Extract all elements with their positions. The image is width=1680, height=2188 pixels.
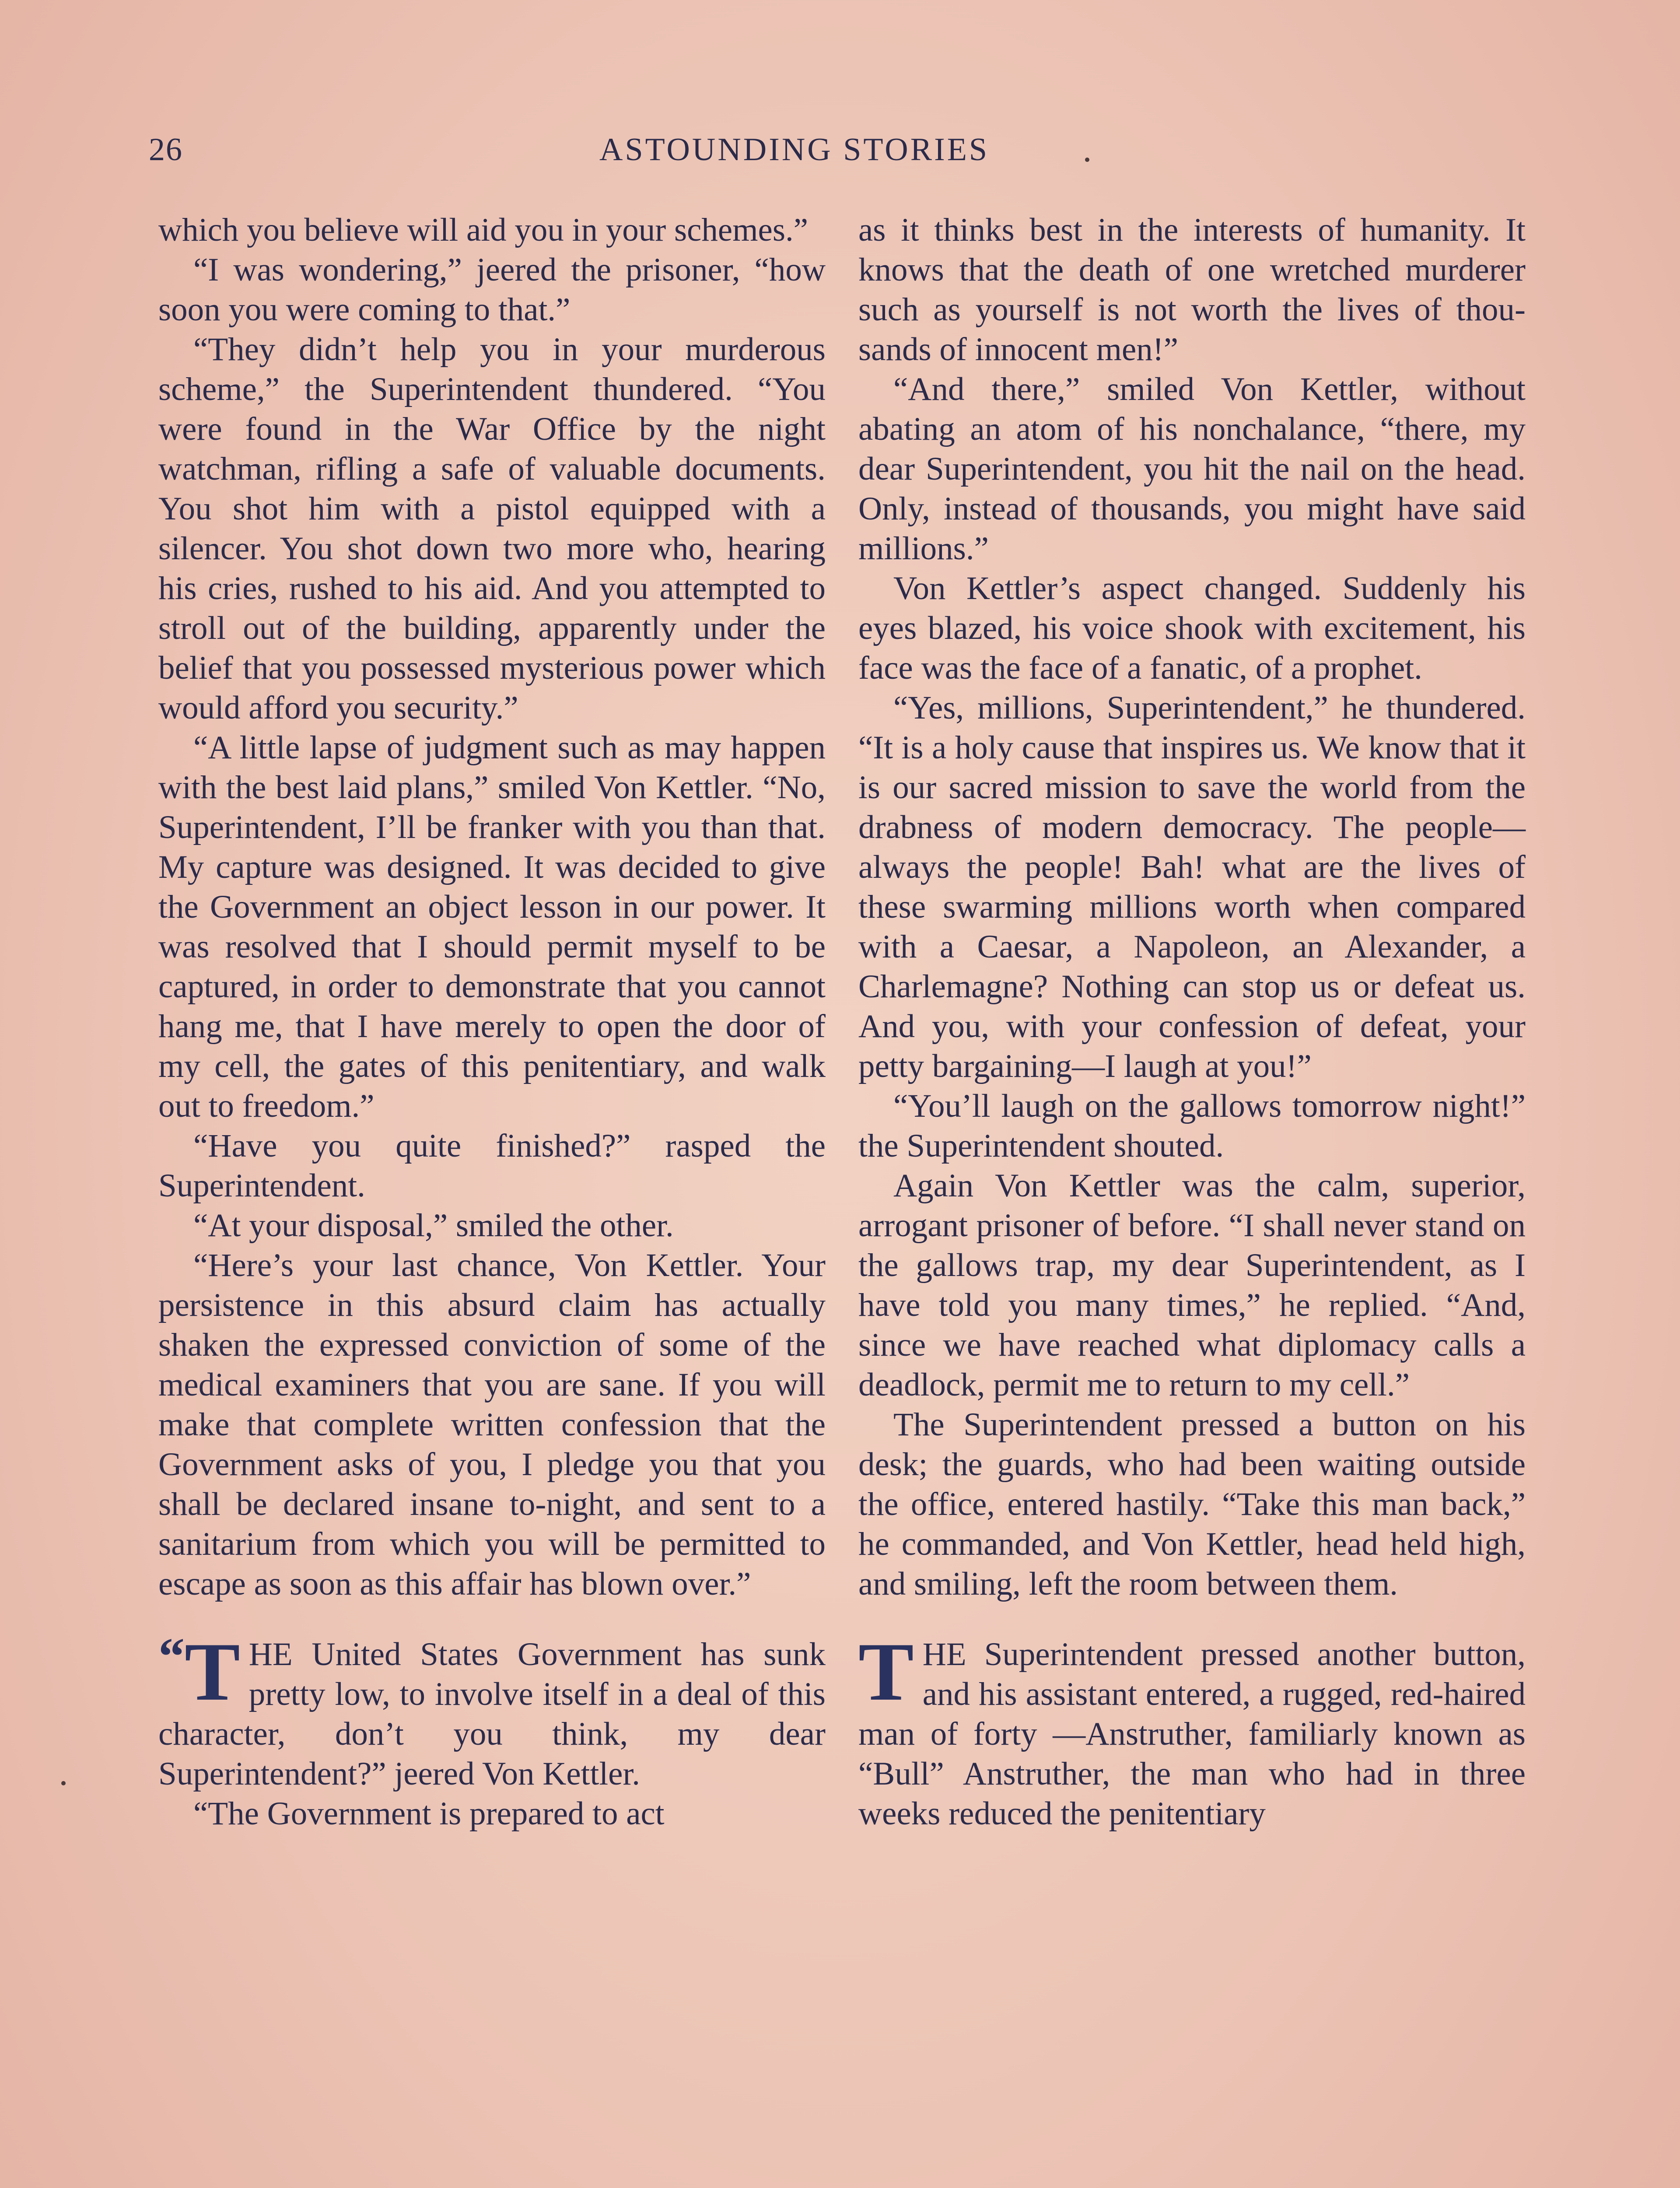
running-title: ASTOUNDING STORIES: [599, 132, 990, 168]
paragraph: Von Kettler’s aspect changed. Suddenly his eyes blazed, his voice shook with excitement, his face was the face of a fanatic, of a prophet.: [858, 570, 1526, 686]
paragraph: “At your disposal,” smiled the other.: [193, 1207, 674, 1244]
paragraph: The Superintendent pressed a button on his desk; the guards, who had been waiting outside the office, entered hastily. “Take this man back,” he commanded, and Von Kettler, head held high, and smiling, left the room between them.: [858, 1406, 1526, 1602]
drop-cap-text: HE Superintendent pressed another button, and his assistant entered, a rugged, red-haired man of forty —Anstruther, familiarly known as “Bull” Anstruther, the man who had in three weeks reduced the penitentiary: [858, 1636, 1526, 1832]
paragraph: “The Government is prepared to act: [193, 1795, 665, 1832]
right-column: [858, 210, 1526, 1834]
paragraph: which you believe will aid you in your schemes.”: [158, 212, 808, 248]
paragraph: “Have you quite finished?” rasped the Superintendent.: [158, 1128, 826, 1204]
section-break: [158, 1604, 826, 1634]
paper-speck: [61, 1781, 66, 1785]
drop-cap: T: [858, 1626, 914, 1718]
paragraph: “And there,” smiled Von Kettler, without abating an atom of his nonchalance, “there, my dear Superintendent, you hit the nail on the head. Only, instead of thousands, you might have said millions.”: [858, 371, 1526, 567]
paragraph: Again Von Kettler was the calm, superior, arrogant prisoner of before. “I shall never stand on the gallows trap, my dear Superintendent, as I have told you many times,” he replied. “And, since we have reached what diplomacy calls a deadlock, permit me to return to my cell.”: [858, 1168, 1526, 1403]
drop-cap: T: [185, 1626, 240, 1718]
drop-cap-paragraph: [858, 1626, 1526, 1834]
page-number: 26: [149, 132, 183, 168]
drop-quote-mark: “: [158, 1627, 185, 1685]
page-header: [0, 127, 1680, 175]
paragraph: “A little lapse of judgment such as may happen with the best laid plans,” smiled Von Kettler. “No, Superintendent, I’ll be franker with you than that. My capture was designed. It was decided to give the Government an object lesson in our power. It was resolved that I should permit myself to be captured, in order to demonstrate that you cannot hang me, that I have merely to open the door of my cell, the gates of this penitentiary, and walk out to freedom.”: [158, 729, 826, 1124]
paragraph: as it thinks best in the interests of humanity. It knows that the death of one wretched murderer such as yourself is not worth the lives of thousands of innocent men!”: [858, 212, 1526, 368]
paragraph: “They didn’t help you in your murderous scheme,” the Superintendent thundered. “You were found in the War Office by the night watchman, rifling a safe of valuable documents. You shot him with a pistol equipped with a silencer. You shot down two more who, hearing his cries, rushed to his aid. And you attempted to stroll out of the building, apparently under the belief that you possessed mysterious power which would afford you security.”: [158, 331, 826, 726]
paragraph: “Yes, millions, Superintendent,” he thundered. “It is a holy cause that inspires us. We know that it is our sacred mission to save the world from the drabness of modern democracy. The people—always the people! Bah! what are the lives of these swarming millions worth when compared with a Caesar, a Napoleon, an Alexander, a Charlemagne? Nothing can stop us or defeat us. And you, with your confession of defeat, your petty bargaining—I laugh at you!”: [858, 690, 1526, 1084]
section-break: [858, 1604, 1526, 1634]
drop-cap-paragraph: [158, 1626, 826, 1794]
paper-speck: [1085, 158, 1089, 162]
paragraph: “Here’s your last chance, Von Kettler. Your persistence in this absurd claim has actually shaken the expressed conviction of some of the medical examiners that you are sane. If you will make that complete written confession that the Government asks of you, I pledge you that you shall be declared insane to-night, and sent to a sanitarium from which you will be permitted to escape as soon as this affair has blown over.”: [158, 1247, 826, 1602]
left-column: [158, 210, 826, 1834]
paragraph: “I was wondering,” jeered the prisoner, “how soon you were coming to that.”: [158, 252, 826, 328]
paragraph: “You’ll laugh on the gallows tomorrow night!” the Superintendent shouted.: [858, 1088, 1526, 1164]
drop-cap-text: HE United States Government has sunk pretty low, to involve itself in a deal of this character, don’t you think, my dear Superintendent?” jeered Von Kettler.: [158, 1636, 826, 1792]
